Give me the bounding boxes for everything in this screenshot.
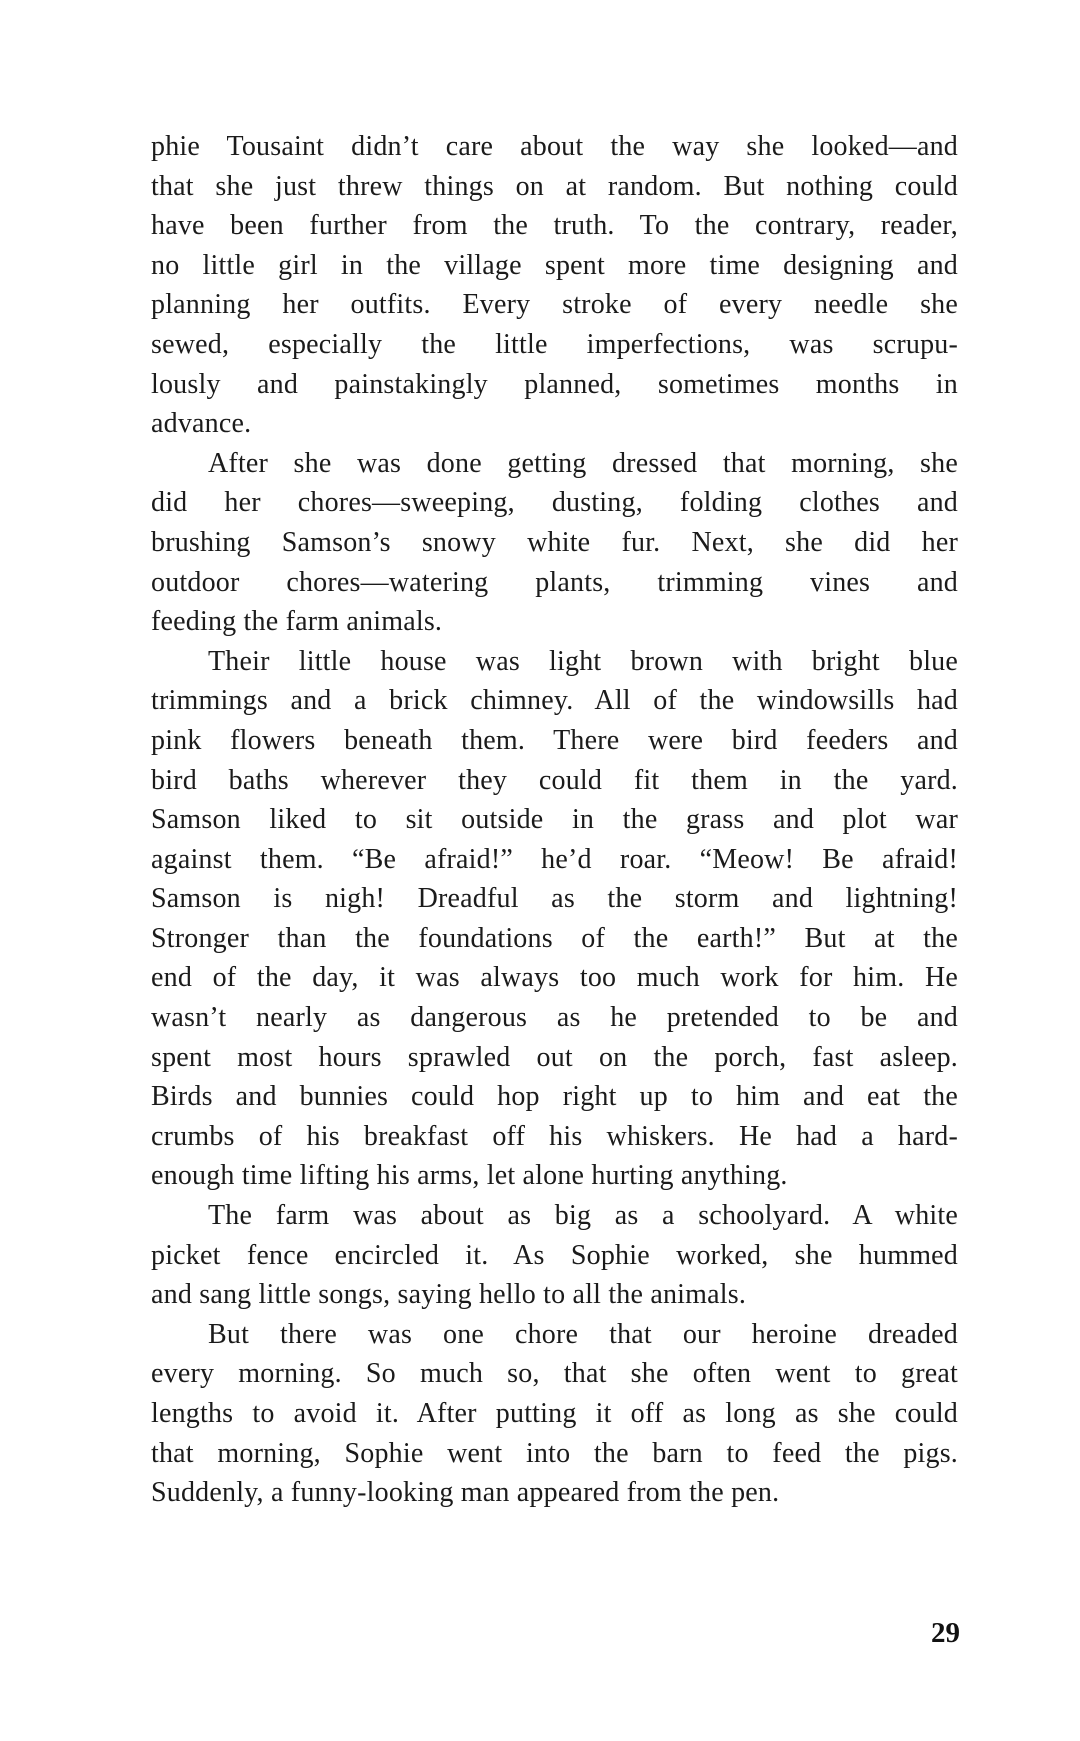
text-line: crumbs of his breakfast off his whiskers. He had a hard- xyxy=(151,1120,958,1152)
text-line: enough time lifting his arms, let alone hurting anything. xyxy=(151,1160,788,1192)
text-line: Birds and bunnies could hop right up to him and eat the xyxy=(151,1081,958,1113)
text-line: Their little house was light brown with bright blue xyxy=(208,645,958,677)
text-line: every morning. So much so, that she often went to great xyxy=(151,1358,958,1390)
paragraph xyxy=(151,1315,958,1513)
paragraph xyxy=(151,127,958,444)
text-line: Stronger than the foundations of the earth!” But at the xyxy=(151,922,958,954)
text-line: Samson liked to sit outside in the grass and plot war xyxy=(151,804,958,836)
text-line: pink flowers beneath them. There were bird feeders and xyxy=(151,724,958,756)
text-line: that morning, Sophie went into the barn to feed the pigs. xyxy=(151,1437,958,1469)
text-line: bird baths wherever they could fit them in the yard. xyxy=(151,764,958,796)
text-line: brushing Samson’s snowy white fur. Next, she did her xyxy=(151,526,958,558)
text-line: lously and painstakingly planned, sometimes months in xyxy=(151,368,958,400)
text-line: have been further from the truth. To the contrary, reader, xyxy=(151,210,958,242)
text-line: advance. xyxy=(151,408,252,440)
text-line: sewed, especially the little imperfections, was scrupu- xyxy=(151,328,958,360)
text-line: Samson is nigh! Dreadful as the storm and lightning! xyxy=(151,883,958,915)
text-line: phie Tousaint didn’t care about the way she looked—and xyxy=(151,131,958,162)
text-line: But there was one chore that our heroine dreaded xyxy=(208,1318,958,1350)
page-number: 29 xyxy=(931,1617,960,1649)
text-line: that she just threw things on at random. But nothing could xyxy=(151,170,958,202)
page-text xyxy=(151,127,958,1513)
text-line: lengths to avoid it. After putting it off as long as she could xyxy=(151,1398,958,1429)
text-line: Suddenly, a funny-looking man appeared from the pen. xyxy=(151,1477,780,1509)
text-line: planning her outfits. Every stroke of every needle she xyxy=(151,289,958,321)
text-line: The farm was about as big as a schoolyard. A white xyxy=(208,1200,958,1232)
text-line: no little girl in the village spent more time designing and xyxy=(151,249,958,281)
text-line: did her chores—sweeping, dusting, folding clothes and xyxy=(151,487,958,519)
text-line: spent most hours sprawled out on the porch, fast asleep. xyxy=(151,1041,958,1073)
paragraph xyxy=(151,444,958,642)
paragraph xyxy=(151,642,958,1196)
text-line: After she was done getting dressed that morning, she xyxy=(208,447,958,479)
text-line: wasn’t nearly as dangerous as he pretended to be and xyxy=(151,1002,958,1034)
text-line: outdoor chores—watering plants, trimming vines and xyxy=(151,566,958,598)
text-line: end of the day, it was always too much work for him. He xyxy=(151,962,958,994)
text-line: and sang little songs, saying hello to all the animals. xyxy=(151,1279,747,1311)
text-line: trimmings and a brick chimney. All of the windowsills had xyxy=(151,685,958,717)
paragraph xyxy=(151,1196,958,1315)
text-line: feeding the farm animals. xyxy=(151,606,443,638)
text-line: picket fence encircled it. As Sophie worked, she hummed xyxy=(151,1239,958,1271)
text-line: against them. “Be afraid!” he’d roar. “Meow! Be afraid! xyxy=(151,843,958,875)
